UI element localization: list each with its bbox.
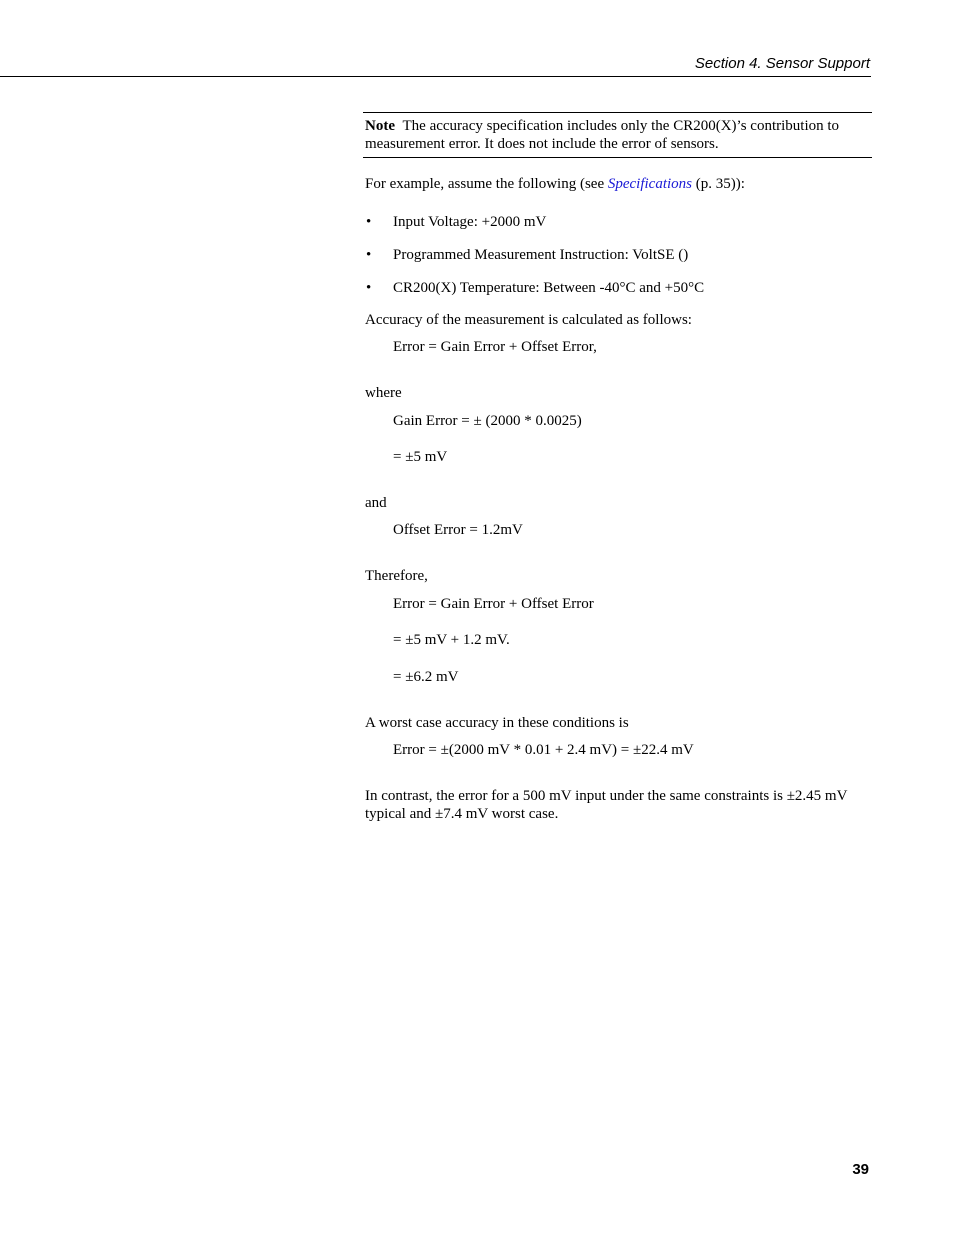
example-suffix: (p. 35)): — [692, 176, 745, 192]
example-intro — [365, 175, 745, 193]
error-formula: Error = Gain Error + Offset Error, — [393, 339, 597, 355]
gain-error-formula: Gain Error = ± (2000 * 0.0025) — [393, 413, 582, 429]
specifications-link[interactable]: Specifications — [607, 176, 693, 192]
bullet-icon: • — [366, 214, 372, 230]
bullet-item-temperature: CR200(X) Temperature: Between -40°C and +50°C — [393, 280, 705, 296]
offset-error-formula: Offset Error = 1.2mV — [393, 522, 523, 538]
result-substitution: = ±5 mV + 1.2 mV. — [393, 632, 510, 648]
page-number: 39 — [852, 1161, 869, 1178]
note-text: The accuracy specification includes only the CR200(X)’s contribution to measurement error. It does not include the error of sensors. — [365, 118, 840, 152]
running-header: Section 4. Sensor Support — [694, 55, 870, 72]
result-formula: Error = Gain Error + Offset Error — [393, 596, 594, 612]
therefore-label: Therefore, — [365, 568, 428, 584]
bullet-icon: • — [366, 247, 372, 263]
note-box — [363, 112, 872, 158]
bullet-item-instruction: Programmed Measurement Instruction: VoltSE () — [393, 247, 689, 263]
and-label: and — [365, 495, 387, 511]
example-prefix: For example, assume the following (see — [365, 176, 608, 192]
note-label: Note — [365, 118, 395, 134]
header-rule — [0, 76, 871, 77]
bullet-icon: • — [366, 280, 372, 296]
contrast-paragraph: In contrast, the error for a 500 mV input under the same constraints is ±2.45 mV typical and ±7.4 mV worst case. — [365, 788, 848, 822]
where-label: where — [365, 385, 402, 401]
bullet-item-input-voltage: Input Voltage: +2000 mV — [393, 214, 547, 230]
worst-case-formula: Error = ±(2000 mV * 0.01 + 2.4 mV) = ±22.4 mV — [393, 742, 694, 758]
gain-error-value: = ±5 mV — [393, 449, 448, 465]
worst-case-intro: A worst case accuracy in these conditions is — [365, 715, 629, 731]
result-value: = ±6.2 mV — [393, 669, 459, 685]
calc-intro: Accuracy of the measurement is calculated as follows: — [365, 312, 692, 328]
